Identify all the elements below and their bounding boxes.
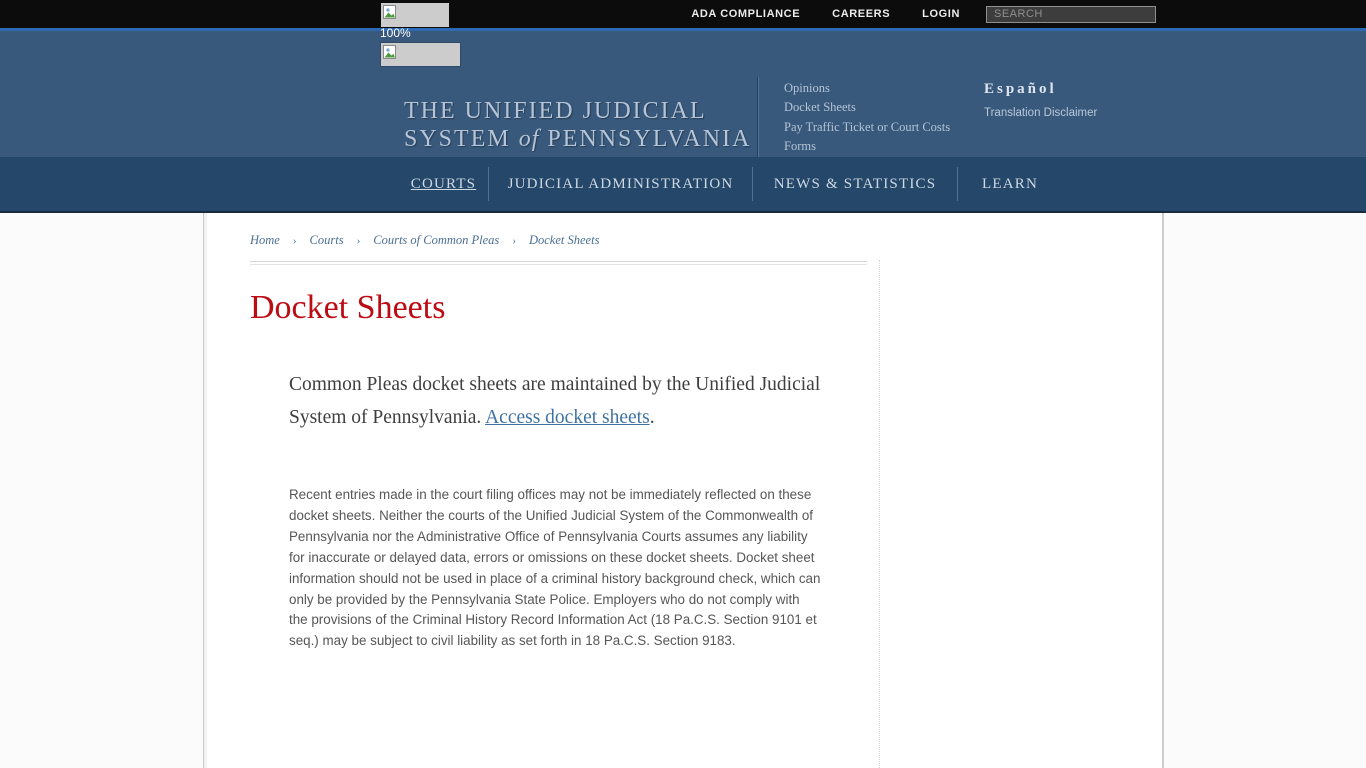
nav-item-judicial-administration[interactable]: JUDICIAL ADMINISTRATION [507, 175, 734, 192]
access-docket-sheets-link[interactable]: Access docket sheets [485, 407, 650, 428]
quicklink-forms[interactable]: Forms [784, 138, 816, 153]
utility-bar [0, 0, 1366, 28]
broken-image-icon [383, 45, 399, 60]
main-nav [0, 157, 1366, 213]
breadcrumb-home[interactable]: Home [250, 233, 280, 247]
careers-link[interactable]: CAREERS [832, 8, 891, 20]
nav-item-courts[interactable]: COURTS [410, 175, 477, 192]
site-title-line2: SYSTEM of PENNSYLVANIA [404, 126, 752, 152]
site-title-line1: THE UNIFIED JUDICIAL [404, 98, 707, 124]
breadcrumb-divider [250, 261, 867, 265]
espanol-link[interactable]: Español [984, 81, 1057, 97]
breadcrumb-common-pleas[interactable]: Courts of Common Pleas [373, 233, 500, 247]
chevron-right-icon: › [356, 234, 361, 247]
login-link[interactable]: LOGIN [922, 8, 960, 20]
intro-paragraph: Common Pleas docket sheets are maintained by the Unified Judicial System of Pennsylvania. Access docket sheets. [289, 374, 821, 428]
translation-disclaimer-link[interactable]: Translation Disclaimer [984, 107, 1098, 119]
content-panel [203, 213, 1164, 768]
ada-compliance-link[interactable]: ADA COMPLIANCE [691, 8, 801, 20]
quicklink-opinions[interactable]: Opinions [784, 81, 830, 95]
broken-image-icon [383, 5, 399, 20]
breadcrumb-courts[interactable]: Courts [309, 233, 344, 247]
broken-image-alt-text: 100% [380, 26, 411, 40]
breadcrumb [250, 233, 599, 248]
page-title: Docket Sheets [250, 289, 446, 326]
quicklink-docket-sheets[interactable]: Docket Sheets [784, 100, 856, 115]
site-title[interactable] [404, 97, 751, 153]
column-divider [879, 260, 880, 768]
nav-item-learn[interactable]: LEARN [982, 175, 1038, 192]
search-input[interactable] [986, 6, 1156, 23]
disclaimer-paragraph: Recent entries made in the court filing offices may not be immediately reflected on these docket sheets. Neither the courts of the Unified Judicial System of the Commonwealth of Pennsylvania nor the Administrative Office of Pennsylvania Courts assumes any liability for inaccurate or delayed data, errors or omissions on these docket sheets. Docket sheet information should not be used in place of a criminal history background check, which can only be provided by the Pennsylvania State Police. Employers who do not comply with the provisions of the Criminal History Record Information Act (18 Pa.C.S. Section 9101 et seq.) may be subject to civil liability as set forth in 18 Pa.C.S. Section 9183. [289, 487, 821, 649]
broken-image-placeholder-1 [381, 3, 449, 27]
nav-item-news-statistics[interactable]: NEWS & STATISTICS [773, 175, 937, 192]
breadcrumb-docket-sheets[interactable]: Docket Sheets [528, 233, 600, 247]
quicklink-pay-traffic-ticket[interactable]: Pay Traffic Ticket or Court Costs [784, 119, 951, 134]
chevron-right-icon: › [512, 234, 516, 247]
chevron-right-icon: › [292, 234, 297, 247]
broken-image-placeholder-2 [381, 43, 460, 66]
content-shell [0, 213, 1366, 768]
language-block [984, 81, 1097, 119]
site-header [0, 31, 1366, 157]
